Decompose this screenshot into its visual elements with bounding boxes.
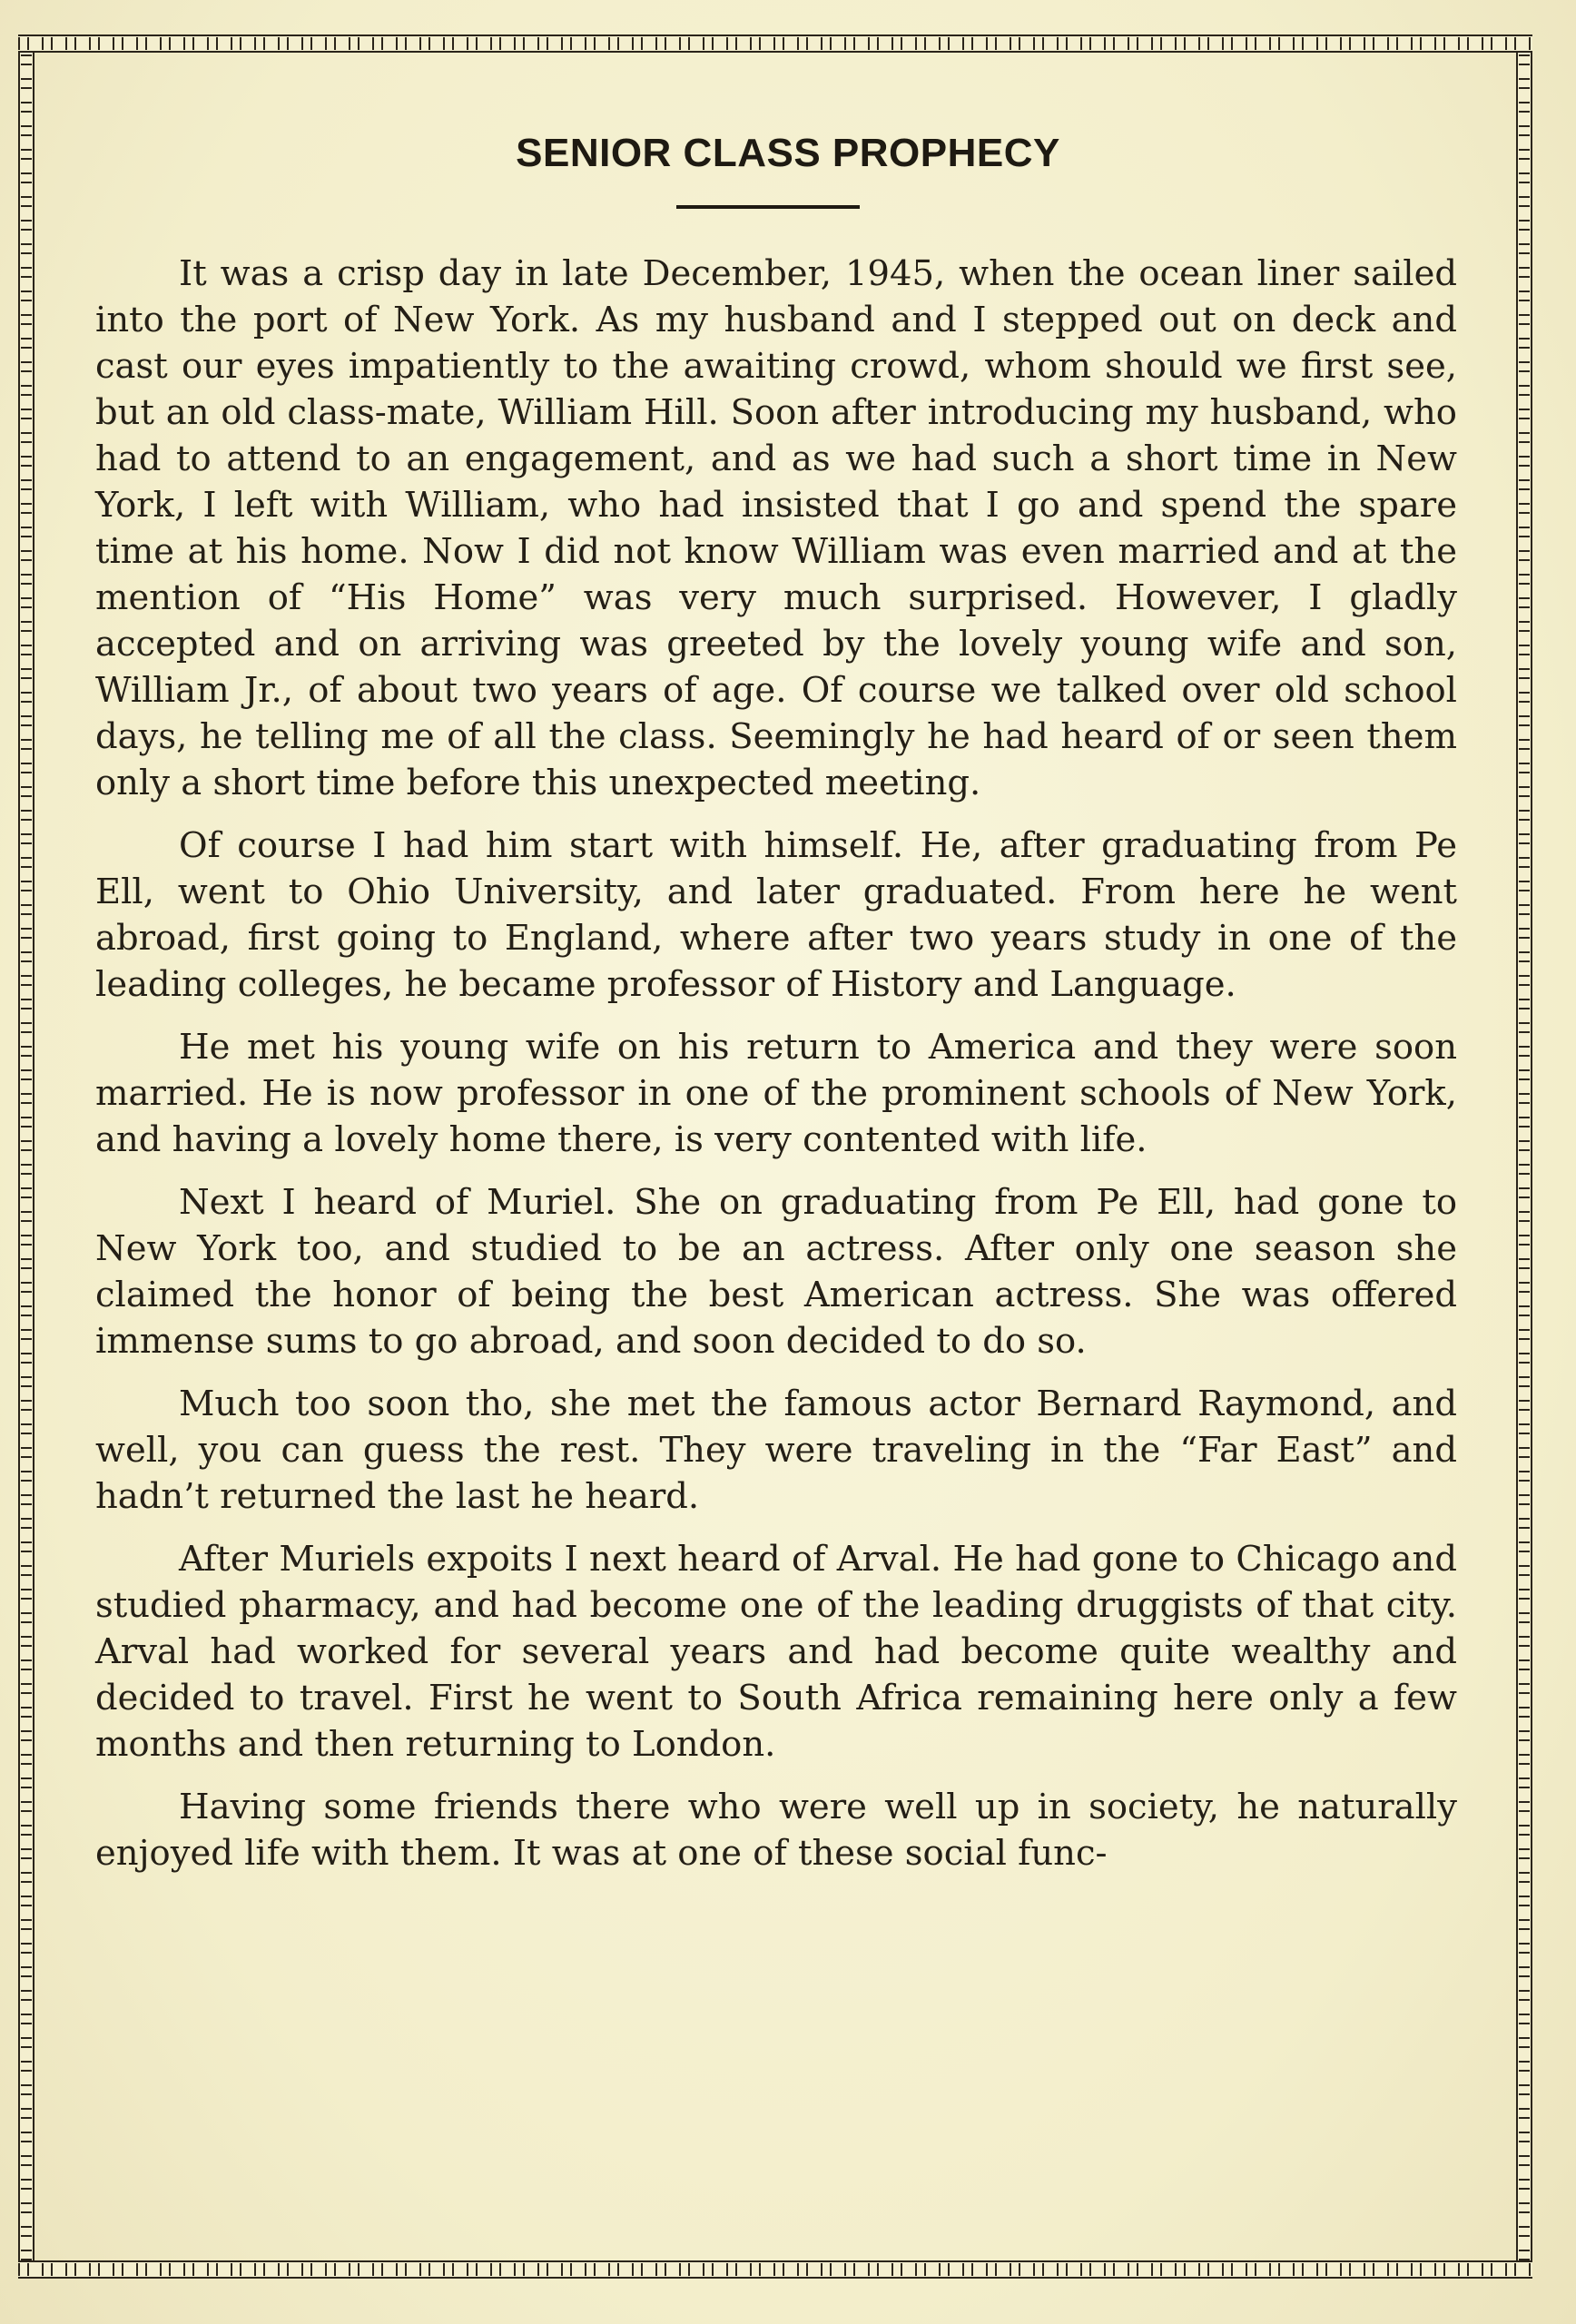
page-title: SENIOR CLASS PROPHECY: [516, 131, 1060, 175]
ornamental-border-bottom: [18, 2260, 1532, 2279]
paragraph-2: Of course I had him start with himself. He, after graduating from Pe Ell, went to Ohio University, and later graduated. From here he went abroad, first going to England, where after two years study in one of the leading colleges, he became professor of History and Language.: [95, 825, 1457, 1005]
paragraph-4: Next I heard of Muriel. She on graduating from Pe Ell, had gone to New York too, and studied to be an actress. After only one season she claimed the honor of being the best American actress. She was offered immense sums to go abroad, and soon decided to do so.: [95, 1182, 1457, 1362]
ornamental-border-left: [18, 53, 34, 2260]
ornamental-border-top: [18, 34, 1532, 53]
paragraph-6: After Muriels expoits I next heard of Arval. He had gone to Chicago and studied pharmacy, and had become one of the leading druggists of that city. Arval had worked for several years and had become quite wealthy and decided to travel. First he went to South Africa remaining here only a few months and then returning to London.: [95, 1539, 1457, 1765]
paragraph-1: It was a crisp day in late December, 1945, when the ocean liner sailed into the port of New York. As my husband and I stepped out on deck and cast our eyes impatiently to the awaiting crowd, whom should we first see, but an old class-mate, William Hill. Soon after introducing my husband, who had to attend to an engagement, and as we had such a short time in New York, I left with William, who had insisted that I go and spend the spare time at his home. Now I did not know William was even married and at the mention of “His Home” was very much surprised. However, I gladly accepted and on arriving was greeted by the lovely young wife and son, William Jr., of about two years of age. Of course we talked over old school days, he telling me of all the class. Seemingly he had heard of or seen them only a short time before this unexpected meeting.: [95, 253, 1457, 803]
paragraph-5: Much too soon tho, she met the famous actor Bernard Raymond, and well, you can guess the rest. They were traveling in the “Far East” and hadn’t returned the last he heard.: [95, 1384, 1457, 1517]
paragraph-3: He met his young wife on his return to America and they were soon married. He is now professor in one of the prominent schools of New York, and having a lovely home there, is very contented with life.: [95, 1027, 1457, 1160]
ornamental-border-right: [1516, 53, 1532, 2260]
title-underline-rule: [676, 205, 860, 209]
paragraph-7: Having some friends there who were well up in society, he naturally enjoyed life with them. It was at one of these social func-: [95, 1787, 1457, 1874]
prophecy-text: [95, 251, 1457, 1893]
